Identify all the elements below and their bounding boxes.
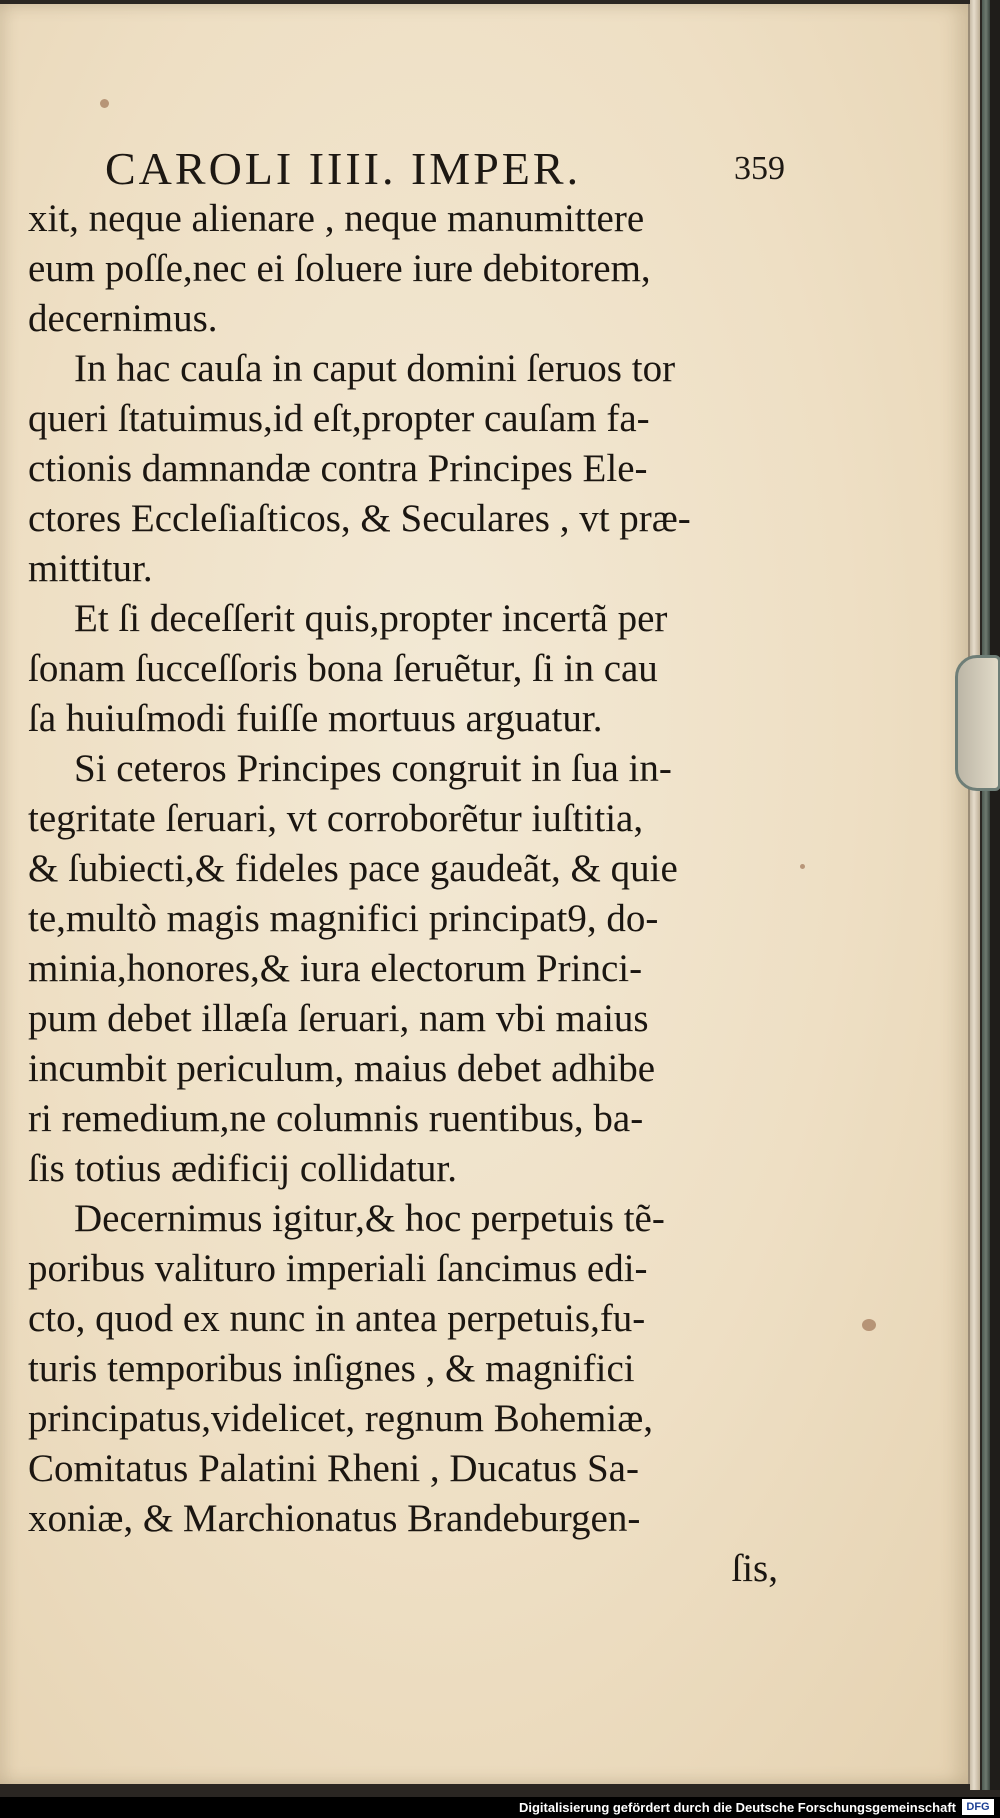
text-line: mittitur. [28,547,153,590]
text-line: ctores Eccleſiaſticos, & Seculares , vt præ- [28,497,691,540]
text-line: eum poſſe,nec ei ſoluere iure debitorem, [28,247,651,290]
text-line: minia,honores,& iura electorum Princi- [28,947,643,990]
paragraph-start-line: Si ceteros Principes congruit in ſua in- [74,747,672,790]
book-page [0,4,970,1784]
text-line: pum debet illæſa ſeruari, nam vbi maius [28,997,649,1040]
page-header [105,142,785,202]
foxing-spot [862,1319,876,1331]
catchword-line: ſis, [731,1547,778,1590]
paragraph-start-line: In hac cauſa in caput domini ſeruos tor [74,347,676,390]
text-line: queri ſtatuimus,id eſt,propter cauſam fa- [28,397,650,440]
book-cover-edge [982,0,990,1790]
text-line: Comitatus Palatini Rheni , Ducatus Sa- [28,1447,639,1490]
text-line: decernimus. [28,297,218,340]
text-line: xit, neque alienare , neque manumittere [28,197,645,240]
text-line: poribus valituro imperiali ſancimus edi- [28,1247,648,1290]
text-line: turis temporibus inſignes , & magnifici [28,1347,635,1390]
page-number: 359 [734,150,785,187]
background-strip [990,0,1000,1790]
text-line: cto, quod ex nunc in antea perpetuis,fu- [28,1297,646,1340]
body-text [28,194,788,1594]
text-line: ſis totius ædificij collidatur. [28,1147,457,1190]
text-line: ſa huiuſmodi fuiſſe mortuus arguatur. [28,697,603,740]
text-line: tegritate ſeruari, vt corroborẽtur iuſtitia, [28,797,644,840]
book-clasp [955,655,1000,791]
paragraph-start-line: Et ſi deceſſerit quis,propter incertã per [74,597,668,640]
foxing-spot [800,864,805,869]
digitization-footer [0,1797,1000,1818]
text-line: & ſubiecti,& fideles pace gaudeãt, & quie [28,847,678,890]
text-line: principatus,videlicet, regnum Bohemiæ, [28,1397,653,1440]
foxing-spot [100,99,109,108]
funding-credit: Digitalisierung gefördert durch die Deutsche Forschungsgemeinschaft [518,1800,956,1815]
paragraph-start-line: Decernimus igitur,& hoc perpetuis tẽ- [74,1197,665,1240]
running-head: CAROLI IIII. IMPER. [105,143,582,194]
text-line: ſonam ſucceſſoris bona ſeruẽtur, ſi in cau [28,647,658,690]
page-edge [970,0,980,1790]
text-line: incumbit periculum, maius debet adhibe [28,1047,656,1090]
text-line: te,multò magis magnifici principat9, do- [28,897,659,940]
text-line: ctionis damnandæ contra Principes Ele- [28,447,648,490]
dfg-logo: DFG [962,1799,994,1815]
text-line: xoniæ, & Marchionatus Brandeburgen- [28,1497,641,1540]
text-line: ri remedium,ne columnis ruentibus, ba- [28,1097,644,1140]
